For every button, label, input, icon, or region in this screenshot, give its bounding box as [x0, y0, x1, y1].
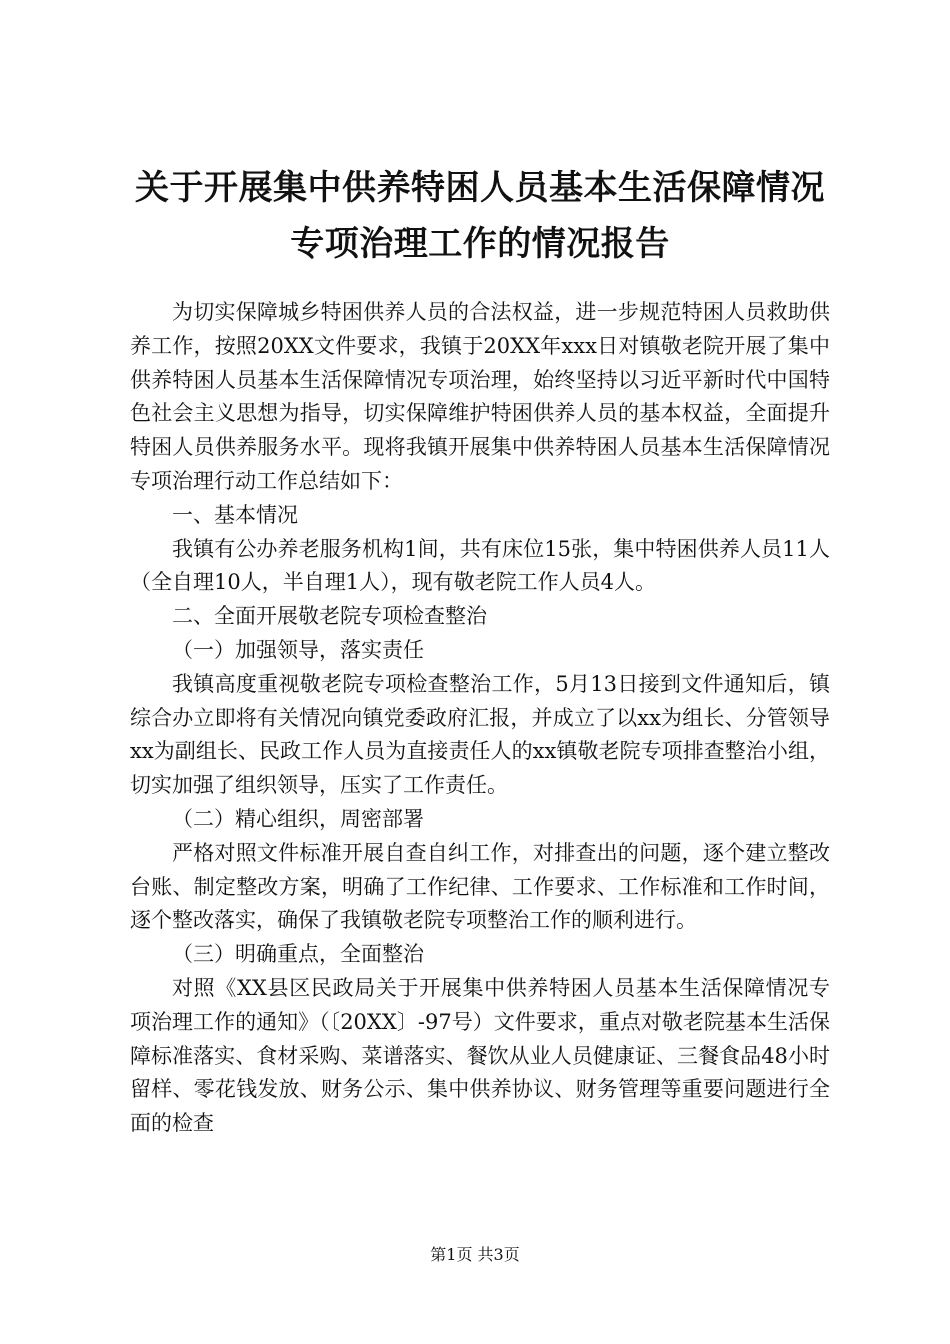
title-line-1: 关于开展集中供养特困人员基本生活保障情况: [135, 168, 825, 208]
subsection-1-paragraph: 我镇高度重视敬老院专项检查整治工作，5月13日接到文件通知后，镇综合办立即将有关情况向镇党委政府汇报，并成立了以xx为组长、分管领导xx为副组长、民政工作人员为直接责任人的xx镇敬老院专项排查整治小组，切实加强了组织领导，压实了工作责任。: [130, 671, 830, 798]
section-1-heading: 一、基本情况: [172, 502, 298, 527]
document-title: [100, 160, 860, 272]
subsection-1-heading: （一）加强领导，落实责任: [172, 637, 424, 662]
title-line-2: 专项治理工作的情况报告: [290, 224, 670, 264]
subsection-2-heading: （二）精心组织，周密部署: [172, 806, 424, 831]
section-1-paragraph: 我镇有公办养老服务机构1间，共有床位15张，集中特困供养人员11人（全自理10人，半自理1人），现有敬老院工作人员4人。: [130, 536, 830, 595]
subsection-3-heading: （三）明确重点，全面整治: [172, 942, 424, 967]
subsection-3-paragraph: 对照《XX县区民政局关于开展集中供养特困人员基本生活保障情况专项治理工作的通知》（〔20XX〕-97号）文件要求，重点对敬老院基本生活保障标准落实、食材采购、菜谱落实、餐饮从业人员健康证、三餐食品48小时留样、零花钱发放、财务公示、集中供养协议、财务管理等重要问题进行全面的检查: [130, 975, 830, 1136]
page-footer: 第1页 共3页: [430, 1245, 520, 1264]
document-body: [130, 296, 830, 1141]
intro-paragraph: 为切实保障城乡特困供养人员的合法权益，进一步规范特困人员救助供养工作，按照20XX文件要求，我镇于20XX年xxx日对镇敬老院开展了集中供养特困人员基本生活保障情况专项治理，始终坚持以习近平新时代中国特色社会主义思想为指导，切实保障维护特困供养人员的基本权益，全面提升特困人员供养服务水平。现将我镇开展集中供养特困人员基本生活保障情况专项治理行动工作总结如下：: [130, 300, 830, 493]
section-2-heading: 二、全面开展敬老院专项检查整治: [172, 604, 487, 629]
subsection-2-paragraph: 严格对照文件标准开展自查自纠工作，对排查出的问题，逐个建立整改台账、制定整改方案，明确了工作纪律、工作要求、工作标准和工作时间，逐个整改落实，确保了我镇敬老院专项整治工作的顺利进行。: [130, 840, 830, 933]
